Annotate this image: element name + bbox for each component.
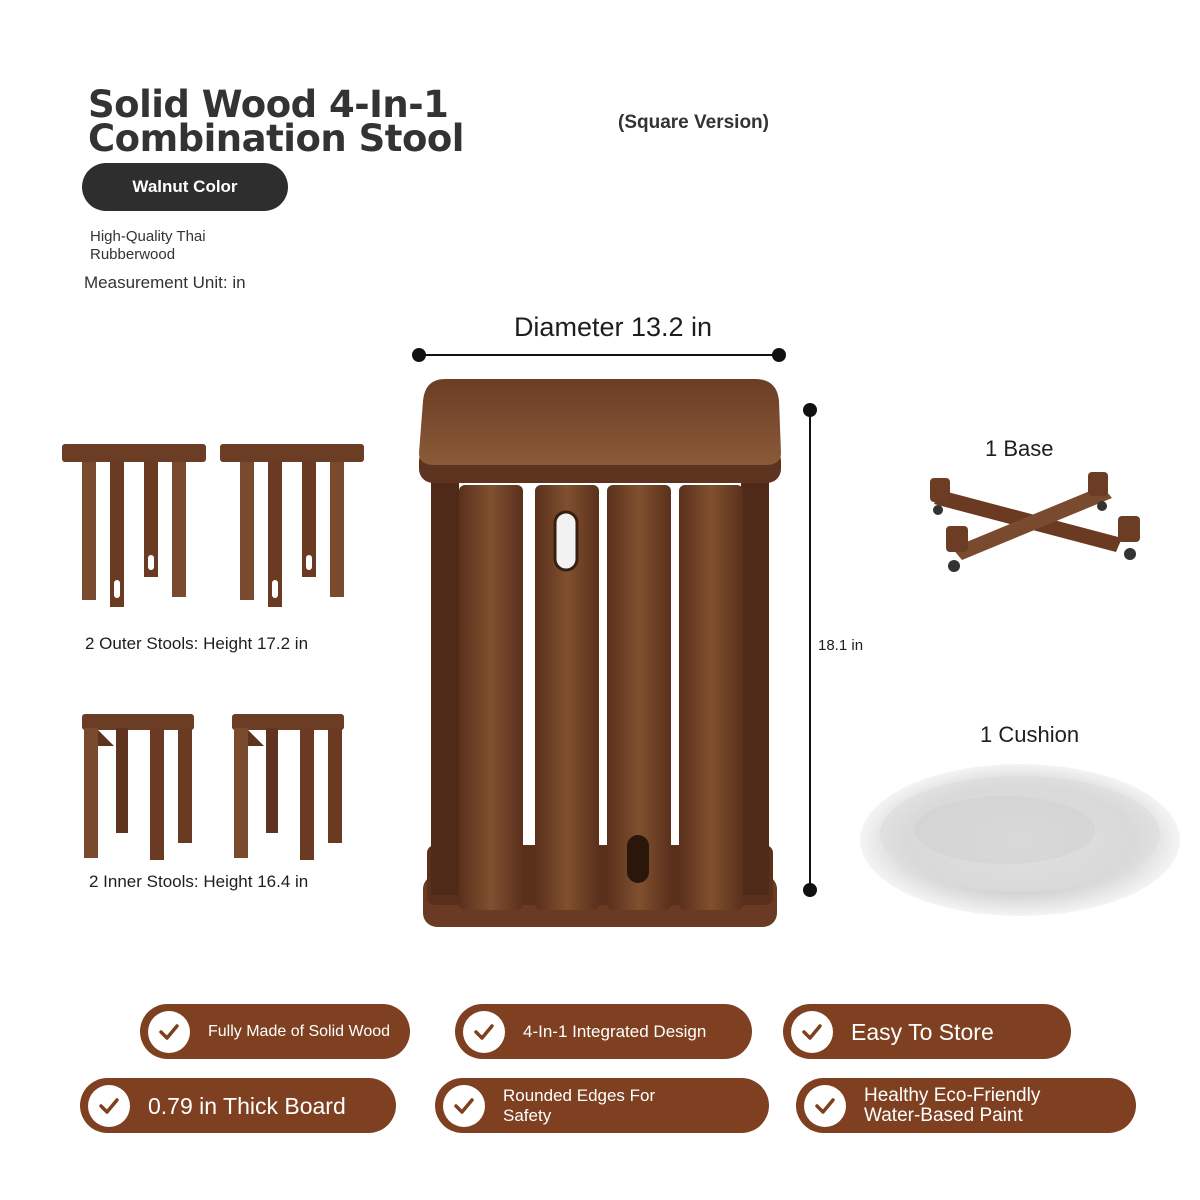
color-label: Walnut Color (132, 177, 238, 196)
base-label: 1 Base (985, 436, 1054, 461)
feature-text-line-1: Healthy Eco-Friendly (864, 1084, 1041, 1106)
base-image (922, 468, 1157, 580)
title-line-2: Combination Stool (88, 117, 464, 160)
check-icon (88, 1085, 130, 1127)
width-dimension-label: Diameter 13.2 in (513, 312, 713, 342)
check-icon (804, 1085, 846, 1127)
check-icon (791, 1011, 833, 1053)
measurement-unit: Measurement Unit: in (84, 273, 246, 292)
feature-badge-solid-wood (140, 1004, 410, 1059)
inner-stools-label: 2 Inner Stools: Height 16.4 in (89, 872, 309, 891)
feature-text: Fully Made of Solid Wood (208, 1022, 391, 1040)
title-line-1: Solid Wood 4-In-1 (88, 83, 449, 126)
feature-text: Easy To Store (851, 1018, 994, 1045)
material-line-2: Rubberwood (90, 246, 176, 263)
feature-text (503, 1086, 655, 1126)
outer-stools-label: 2 Outer Stools: Height 17.2 in (85, 634, 309, 653)
material-text (90, 228, 270, 264)
feature-badge-rounded-edges (435, 1078, 769, 1133)
assembled-stool-image (415, 375, 785, 935)
color-pill (82, 163, 288, 211)
inner-stool-image-1 (80, 712, 198, 864)
outer-stool-image-2 (218, 440, 368, 610)
version-label: (Square Version) (618, 112, 769, 133)
feature-badge-integrated-design (455, 1004, 752, 1059)
check-icon (463, 1011, 505, 1053)
check-icon (443, 1085, 485, 1127)
material-line-1: High-Quality Thai (90, 228, 206, 245)
feature-text-line-2: Safety (503, 1105, 552, 1125)
feature-text: 4-In-1 Integrated Design (523, 1021, 707, 1041)
feature-badge-thick-board (80, 1078, 396, 1133)
feature-text-line-1: Rounded Edges For (503, 1085, 656, 1105)
inner-stool-image-2 (230, 712, 348, 864)
cushion-image (855, 760, 1185, 920)
height-dimension-label: 18.1 in (818, 637, 864, 654)
feature-badge-eco-paint (796, 1078, 1136, 1133)
feature-text-line-2: Water-Based Paint (864, 1104, 1023, 1126)
cushion-label: 1 Cushion (980, 722, 1080, 747)
feature-text: 0.79 in Thick Board (148, 1092, 346, 1119)
outer-stool-image-1 (60, 440, 210, 610)
check-icon (148, 1011, 190, 1053)
feature-text (864, 1086, 1040, 1126)
feature-badge-easy-store (783, 1004, 1071, 1059)
product-title (88, 83, 508, 160)
width-dimension-line (405, 340, 795, 370)
